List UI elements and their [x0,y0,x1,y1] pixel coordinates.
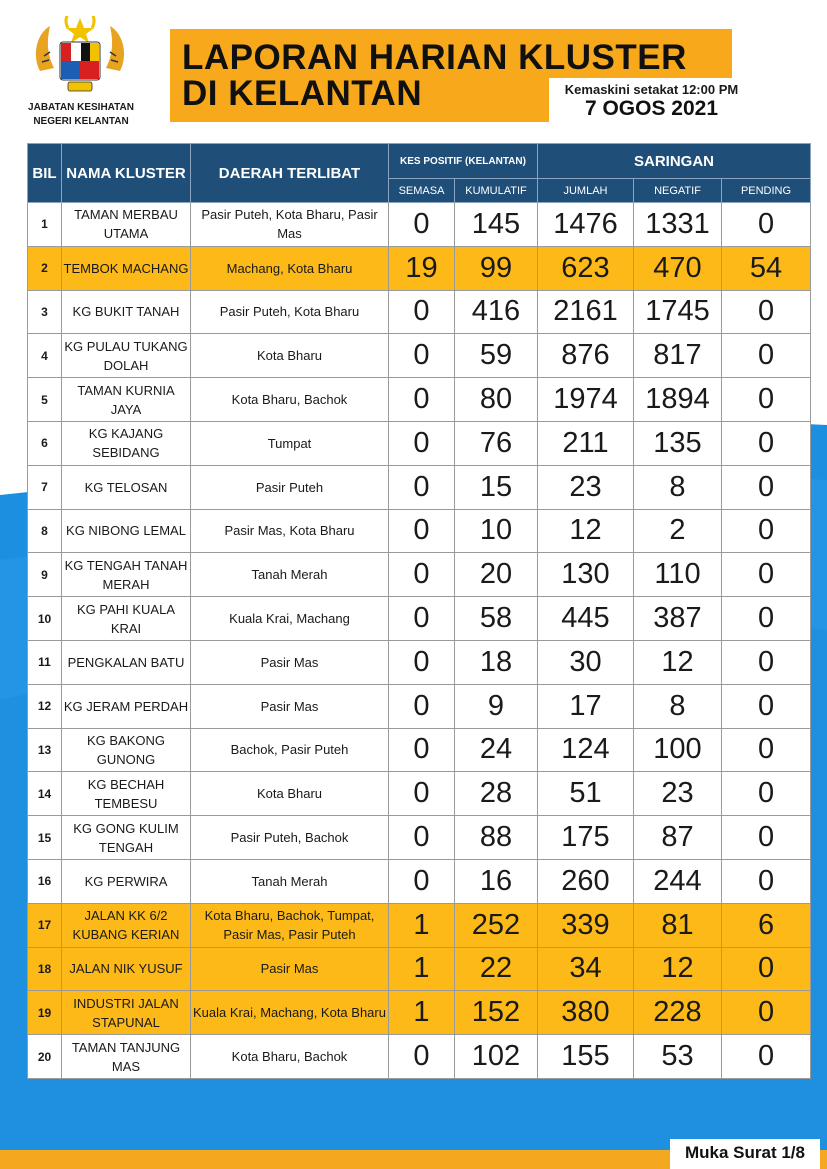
bil-cell: 18 [28,947,62,991]
semasa-cell: 0 [389,772,455,816]
cluster-name-cell: KG PERWIRA [62,859,191,903]
district-cell: Tumpat [191,421,389,465]
pending-cell: 0 [722,509,811,553]
pending-cell: 0 [722,947,811,991]
bil-cell: 12 [28,684,62,728]
table-row [28,640,811,684]
district-cell: Bachok, Pasir Puteh [191,728,389,772]
bil-cell: 2 [28,246,62,290]
negatif-cell: 8 [634,465,722,509]
pending-cell: 0 [722,597,811,641]
table-row [28,378,811,422]
negatif-cell: 228 [634,991,722,1035]
table-row [28,509,811,553]
semasa-cell: 0 [389,859,455,903]
bil-cell: 1 [28,203,62,247]
negatif-cell: 135 [634,421,722,465]
pending-cell: 0 [722,859,811,903]
table-row [28,597,811,641]
negatif-cell: 2 [634,509,722,553]
jumlah-cell: 130 [538,553,634,597]
jumlah-cell: 445 [538,597,634,641]
page-number: Muka Surat 1/8 [670,1139,820,1169]
semasa-cell: 0 [389,1035,455,1079]
kumulatif-cell: 9 [455,684,538,728]
kumulatif-cell: 59 [455,334,538,378]
kumulatif-cell: 28 [455,772,538,816]
pending-cell: 0 [722,991,811,1035]
table-row [28,246,811,290]
header-negatif: NEGATIF [634,179,722,203]
bil-cell: 16 [28,859,62,903]
cluster-name-cell: KG BECHAH TEMBESU [62,772,191,816]
semasa-cell: 0 [389,334,455,378]
table-row [28,465,811,509]
semasa-cell: 1 [389,947,455,991]
district-cell: Tanah Merah [191,859,389,903]
negatif-cell: 387 [634,597,722,641]
semasa-cell: 0 [389,465,455,509]
jumlah-cell: 1974 [538,378,634,422]
cluster-name-cell: TAMAN MERBAU UTAMA [62,203,191,247]
negatif-cell: 1331 [634,203,722,247]
cluster-name-cell: JALAN KK 6/2 KUBANG KERIAN [62,903,191,947]
header-pending: PENDING [722,179,811,203]
bil-cell: 11 [28,640,62,684]
kumulatif-cell: 88 [455,816,538,860]
district-cell: Pasir Puteh [191,465,389,509]
cluster-name-cell: KG PAHI KUALA KRAI [62,597,191,641]
table-row [28,1035,811,1079]
jumlah-cell: 30 [538,640,634,684]
header-semasa: SEMASA [389,179,455,203]
cluster-name-cell: TEMBOK MACHANG [62,246,191,290]
table-row [28,290,811,334]
semasa-cell: 0 [389,378,455,422]
table-row [28,772,811,816]
district-cell: Pasir Puteh, Kota Bharu [191,290,389,334]
kumulatif-cell: 99 [455,246,538,290]
negatif-cell: 12 [634,640,722,684]
jumlah-cell: 51 [538,772,634,816]
pending-cell: 0 [722,553,811,597]
semasa-cell: 1 [389,991,455,1035]
negatif-cell: 87 [634,816,722,860]
cluster-name-cell: KG GONG KULIM TENGAH [62,816,191,860]
negatif-cell: 817 [634,334,722,378]
jumlah-cell: 876 [538,334,634,378]
jumlah-cell: 339 [538,903,634,947]
semasa-cell: 0 [389,509,455,553]
pending-cell: 0 [722,640,811,684]
district-cell: Kota Bharu, Bachok, Tumpat, Pasir Mas, Pasir Puteh [191,903,389,947]
cluster-name-cell: KG JERAM PERDAH [62,684,191,728]
header-saringan: SARINGAN [538,144,811,179]
cluster-name-cell: KG BAKONG GUNONG [62,728,191,772]
jumlah-cell: 2161 [538,290,634,334]
bil-cell: 3 [28,290,62,334]
kumulatif-cell: 10 [455,509,538,553]
district-cell: Kota Bharu, Bachok [191,378,389,422]
pending-cell: 0 [722,816,811,860]
negatif-cell: 8 [634,684,722,728]
bil-cell: 15 [28,816,62,860]
pending-cell: 0 [722,290,811,334]
cluster-table [27,143,811,1079]
jumlah-cell: 17 [538,684,634,728]
district-cell: Pasir Mas [191,640,389,684]
pending-cell: 0 [722,1035,811,1079]
jumlah-cell: 211 [538,421,634,465]
cluster-name-cell: KG KAJANG SEBIDANG [62,421,191,465]
table-row [28,947,811,991]
page-title-line-2: DI KELANTAN [182,74,423,113]
district-cell: Machang, Kota Bharu [191,246,389,290]
kumulatif-cell: 152 [455,991,538,1035]
semasa-cell: 1 [389,903,455,947]
jumlah-cell: 34 [538,947,634,991]
jumlah-cell: 623 [538,246,634,290]
table-row [28,991,811,1035]
semasa-cell: 0 [389,421,455,465]
table-row [28,203,811,247]
district-cell: Pasir Puteh, Kota Bharu, Pasir Mas [191,203,389,247]
header-jumlah: JUMLAH [538,179,634,203]
cluster-name-cell: TAMAN TANJUNG MAS [62,1035,191,1079]
district-cell: Kota Bharu [191,772,389,816]
pending-cell: 54 [722,246,811,290]
header-daerah-terlibat: DAERAH TERLIBAT [191,144,389,203]
pending-cell: 0 [722,772,811,816]
kumulatif-cell: 252 [455,903,538,947]
cluster-name-cell: KG BUKIT TANAH [62,290,191,334]
cluster-name-cell: JALAN NIK YUSUF [62,947,191,991]
semasa-cell: 0 [389,728,455,772]
update-info [549,78,754,126]
district-cell: Pasir Mas, Kota Bharu [191,509,389,553]
district-cell: Kota Bharu, Bachok [191,1035,389,1079]
org-line-2: NEGERI KELANTAN [33,116,129,127]
jumlah-cell: 175 [538,816,634,860]
cluster-rows [28,203,811,1079]
jumlah-cell: 12 [538,509,634,553]
bil-cell: 19 [28,991,62,1035]
semasa-cell: 0 [389,640,455,684]
table-row [28,859,811,903]
jumlah-cell: 124 [538,728,634,772]
district-cell: Tanah Merah [191,553,389,597]
negatif-cell: 100 [634,728,722,772]
coat-of-arms-logo [30,16,130,98]
bil-cell: 7 [28,465,62,509]
semasa-cell: 0 [389,553,455,597]
pending-cell: 0 [722,465,811,509]
jumlah-cell: 380 [538,991,634,1035]
negatif-cell: 81 [634,903,722,947]
pending-cell: 0 [722,334,811,378]
pending-cell: 0 [722,684,811,728]
negatif-cell: 53 [634,1035,722,1079]
bil-cell: 14 [28,772,62,816]
semasa-cell: 0 [389,290,455,334]
pending-cell: 0 [722,378,811,422]
semasa-cell: 0 [389,816,455,860]
district-cell: Kota Bharu [191,334,389,378]
bil-cell: 17 [28,903,62,947]
pending-cell: 0 [722,728,811,772]
page-title-line-1: LAPORAN HARIAN KLUSTER [182,38,687,77]
negatif-cell: 244 [634,859,722,903]
table-row [28,334,811,378]
kumulatif-cell: 24 [455,728,538,772]
cluster-name-cell: TAMAN KURNIA JAYA [62,378,191,422]
header-bil: BIL [28,144,62,203]
cluster-name-cell: KG TELOSAN [62,465,191,509]
cluster-name-cell: INDUSTRI JALAN STAPUNAL [62,991,191,1035]
semasa-cell: 19 [389,246,455,290]
kumulatif-cell: 22 [455,947,538,991]
bil-cell: 13 [28,728,62,772]
update-date: 7 OGOS 2021 [584,97,719,120]
bil-cell: 6 [28,421,62,465]
kumulatif-cell: 16 [455,859,538,903]
negatif-cell: 1745 [634,290,722,334]
org-line-1: JABATAN KESIHATAN [28,102,134,113]
district-cell: Pasir Mas [191,947,389,991]
bil-cell: 8 [28,509,62,553]
kumulatif-cell: 145 [455,203,538,247]
kumulatif-cell: 76 [455,421,538,465]
jumlah-cell: 1476 [538,203,634,247]
table-row [28,728,811,772]
header-nama-kluster: NAMA KLUSTER [62,144,191,203]
semasa-cell: 0 [389,597,455,641]
bil-cell: 20 [28,1035,62,1079]
negatif-cell: 12 [634,947,722,991]
pending-cell: 0 [722,203,811,247]
negatif-cell: 23 [634,772,722,816]
district-cell: Kuala Krai, Machang [191,597,389,641]
header-kes-positif: KES POSITIF (KELANTAN) [389,144,538,179]
kumulatif-cell: 58 [455,597,538,641]
semasa-cell: 0 [389,203,455,247]
bil-cell: 5 [28,378,62,422]
district-cell: Kuala Krai, Machang, Kota Bharu [191,991,389,1035]
jumlah-cell: 23 [538,465,634,509]
table-row [28,903,811,947]
jumlah-cell: 260 [538,859,634,903]
kumulatif-cell: 416 [455,290,538,334]
kumulatif-cell: 18 [455,640,538,684]
pending-cell: 6 [722,903,811,947]
cluster-name-cell: KG PULAU TUKANG DOLAH [62,334,191,378]
bil-cell: 10 [28,597,62,641]
kumulatif-cell: 80 [455,378,538,422]
kumulatif-cell: 15 [455,465,538,509]
bil-cell: 4 [28,334,62,378]
pending-cell: 0 [722,421,811,465]
table-row [28,816,811,860]
cluster-name-cell: KG NIBONG LEMAL [62,509,191,553]
negatif-cell: 1894 [634,378,722,422]
bil-cell: 9 [28,553,62,597]
cluster-name-cell: KG TENGAH TANAH MERAH [62,553,191,597]
organization-name [12,101,150,129]
kumulatif-cell: 102 [455,1035,538,1079]
update-label: Kemaskini setakat 12:00 PM [564,82,739,97]
negatif-cell: 110 [634,553,722,597]
table-row [28,684,811,728]
district-cell: Pasir Mas [191,684,389,728]
table-row [28,553,811,597]
table-row [28,421,811,465]
header-kumulatif: KUMULATIF [455,179,538,203]
negatif-cell: 470 [634,246,722,290]
jumlah-cell: 155 [538,1035,634,1079]
semasa-cell: 0 [389,684,455,728]
kumulatif-cell: 20 [455,553,538,597]
district-cell: Pasir Puteh, Bachok [191,816,389,860]
cluster-name-cell: PENGKALAN BATU [62,640,191,684]
